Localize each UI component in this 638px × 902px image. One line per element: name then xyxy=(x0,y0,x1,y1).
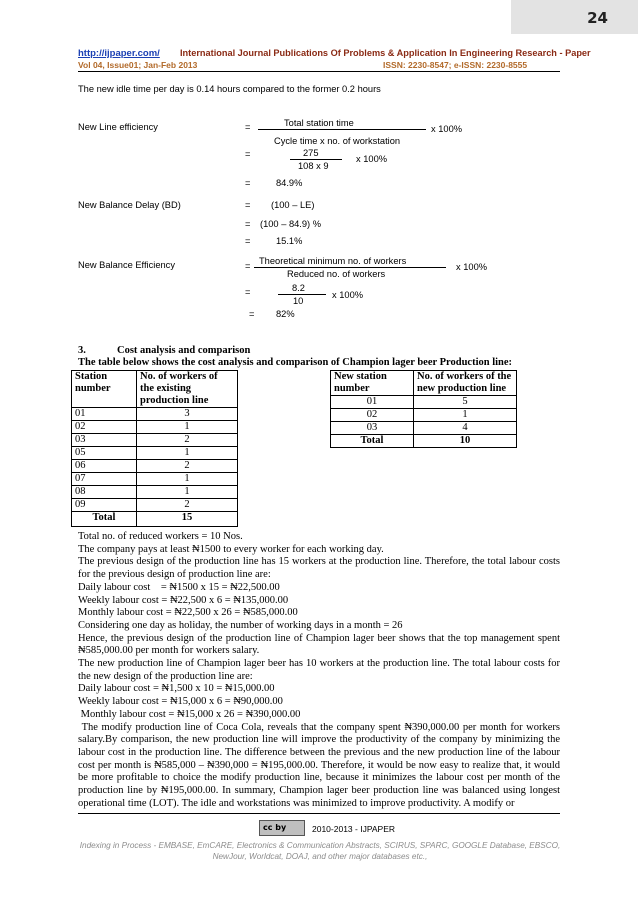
body-line: Monthly labour cost = ₦15,000 x 26 = ₦390,000.00 xyxy=(78,708,301,720)
page-number-box xyxy=(511,0,638,34)
body-line: Total no. of reduced workers = 10 Nos. xyxy=(78,531,243,542)
journal-title: International Journal Publications Of Problems & Application In Engineering Research - Paper xyxy=(180,48,591,58)
total-value: 15 xyxy=(137,512,238,527)
body-text xyxy=(78,531,560,810)
table-row xyxy=(331,409,517,422)
balance-efficiency-label: New Balance Efficiency xyxy=(78,260,175,270)
fraction-bar xyxy=(278,294,326,295)
cc-license-badge: cc by xyxy=(259,820,305,836)
table-row xyxy=(72,473,238,486)
table-row xyxy=(72,408,238,421)
equals-sign: = xyxy=(245,219,251,229)
total-row xyxy=(72,512,238,527)
existing-line-table xyxy=(71,370,238,527)
table-row xyxy=(72,434,238,447)
balance-efficiency-result: 82% xyxy=(276,309,295,319)
times-100: x 100% xyxy=(431,124,463,134)
total-row xyxy=(331,435,517,448)
journal-link[interactable]: http://ijpaper.com/ xyxy=(78,48,160,59)
efficiency-denominator: Cycle time x no. of workstation xyxy=(274,136,401,146)
balance-delay-result: 15.1% xyxy=(276,236,303,246)
section-number: 3. xyxy=(78,345,86,356)
new-line-table xyxy=(330,370,517,448)
new-station-header: New station number xyxy=(331,371,414,396)
efficiency-numerator: Total station time xyxy=(284,118,354,128)
station-cell: 01 xyxy=(72,408,137,421)
fraction-bar xyxy=(254,267,446,268)
station-cell: 02 xyxy=(331,409,414,422)
workers-cell: 1 xyxy=(137,447,238,460)
body-line: Considering one day as holiday, the number of working days in a month = 26 xyxy=(78,619,403,631)
station-cell: 05 xyxy=(72,447,137,460)
table-header-row xyxy=(331,371,517,396)
times-100: x 100% xyxy=(456,262,488,272)
table-row xyxy=(72,460,238,473)
station-cell: 08 xyxy=(72,486,137,499)
times-100: x 100% xyxy=(356,154,388,164)
body-line: Daily labour cost = ₦1,500 x 10 = ₦15,000.00 xyxy=(78,683,275,695)
balance-delay-formula: (100 – LE) xyxy=(271,200,315,210)
body-line: Monthly labour cost = ₦22,500 x 26 = ₦585,000.00 xyxy=(78,607,298,619)
table-row xyxy=(331,396,517,409)
new-workers-header: No. of workers of the new production line xyxy=(414,371,517,396)
body-line: The modify production line of Coca Cola, reveals that the company spent ₦390,000.00 per month for workers salary.By comparison, the new production line will improve the productivity of the company by minimizing the labour cost in the production line. The difference between the previous and the new production line of the labour cost per month is ₦585,000 – ₦390,000 = ₦195,000.00. Therefore, it would be now easy to realize that, it would be more profitable to choice the modify production line, because it minimizes the labour cost per month of the production line by ₦195,000.00. In summary, Champion lager beer production line was balanced using longest operational time (LOT). The idle and workstations was minimized to improve productivity. A modify or xyxy=(78,721,560,809)
table-header-row xyxy=(72,371,238,408)
total-label: Total xyxy=(72,512,137,527)
section-title: Cost analysis and comparison xyxy=(117,345,251,356)
workers-cell: 2 xyxy=(137,460,238,473)
fraction-bar xyxy=(290,159,342,160)
total-label: Total xyxy=(331,435,414,448)
station-number-header: Station number xyxy=(72,371,137,408)
body-line: Weekly labour cost = ₦22,500 x 6 = ₦135,000.00 xyxy=(78,594,289,606)
body-line: The company pays at least ₦1500 to every worker for each working day. xyxy=(78,543,384,555)
station-cell: 03 xyxy=(72,434,137,447)
station-cell: 02 xyxy=(72,421,137,434)
footer-indexing: Indexing in Process - EMBASE, EmCARE, Electronics & Communication Abstracts, SCIRUS, SPARC, GOOGLE Database, EBSCO, NewJour, Worldcat, DOAJ, and other major databases etc., xyxy=(79,841,561,861)
workers-cell: 2 xyxy=(137,434,238,447)
idle-time-line: The new idle time per day is 0.14 hours compared to the former 0.2 hours xyxy=(78,84,381,94)
body-line: Hence, the previous design of the production line of Champion lager beer shows that the top management spent ₦585,000.00 per month for workers salary. xyxy=(78,632,560,657)
body-line: Weekly labour cost = ₦15,000 x 6 = ₦90,000.00 xyxy=(78,696,283,708)
equals-sign: = xyxy=(245,149,251,159)
existing-workers-header: No. of workers of the existing production line xyxy=(137,371,238,408)
line-efficiency-label: New Line efficiency xyxy=(78,122,158,132)
workers-cell: 1 xyxy=(414,409,517,422)
station-cell: 03 xyxy=(331,422,414,435)
table-row xyxy=(72,486,238,499)
balance-delay-label: New Balance Delay (BD) xyxy=(78,200,181,210)
balance-delay-step: (100 – 84.9) % xyxy=(260,219,321,229)
station-cell: 06 xyxy=(72,460,137,473)
volume-issue: Vol 04, Issue01; Jan-Feb 2013 xyxy=(78,60,198,70)
equals-sign: = xyxy=(245,178,251,188)
table-caption: The table below shows the cost analysis and comparison of Champion lager beer Production line: xyxy=(78,357,513,368)
table-row xyxy=(72,499,238,512)
total-value: 10 xyxy=(414,435,517,448)
equals-sign: = xyxy=(249,309,255,319)
balance-efficiency-num-value: 8.2 xyxy=(292,283,305,293)
header-rule xyxy=(78,71,560,72)
station-cell: 09 xyxy=(72,499,137,512)
workers-cell: 5 xyxy=(414,396,517,409)
station-cell: 01 xyxy=(331,396,414,409)
efficiency-result: 84.9% xyxy=(276,178,303,188)
balance-efficiency-numerator: Theoretical minimum no. of workers xyxy=(259,256,407,266)
table-row xyxy=(72,447,238,460)
footer-rule xyxy=(78,813,560,814)
balance-efficiency-den-value: 10 xyxy=(293,296,304,306)
workers-cell: 4 xyxy=(414,422,517,435)
workers-cell: 3 xyxy=(137,408,238,421)
body-line: Daily labour cost = ₦1500 x 15 = ₦22,500.00 xyxy=(78,581,280,593)
fraction-bar xyxy=(258,129,426,130)
equals-sign: = xyxy=(245,200,251,210)
page-number: 24 xyxy=(587,9,608,27)
body-line: The previous design of the production line has 15 workers at the production line. Therefore, the total labour costs for the previous design of production line are: xyxy=(78,556,560,581)
equals-sign: = xyxy=(245,236,251,246)
body-line: The new production line of Champion lager beer has 10 workers at the production line. The total labour costs for the new design of the production line are: xyxy=(78,658,560,682)
efficiency-num-value: 275 xyxy=(303,148,319,158)
workers-cell: 2 xyxy=(137,499,238,512)
workers-cell: 1 xyxy=(137,473,238,486)
times-100: x 100% xyxy=(332,290,364,300)
table-row xyxy=(72,421,238,434)
issn: ISSN: 2230-8547; e-ISSN: 2230-8555 xyxy=(383,60,528,70)
equals-sign: = xyxy=(245,287,251,297)
footer-copyright: 2010-2013 - IJPAPER xyxy=(312,824,395,834)
workers-cell: 1 xyxy=(137,421,238,434)
equals-sign: = xyxy=(245,261,251,271)
balance-efficiency-denominator: Reduced no. of workers xyxy=(287,269,386,279)
equals-sign: = xyxy=(245,122,251,132)
table-row xyxy=(331,422,517,435)
efficiency-den-value: 108 x 9 xyxy=(298,161,329,171)
workers-cell: 1 xyxy=(137,486,238,499)
station-cell: 07 xyxy=(72,473,137,486)
